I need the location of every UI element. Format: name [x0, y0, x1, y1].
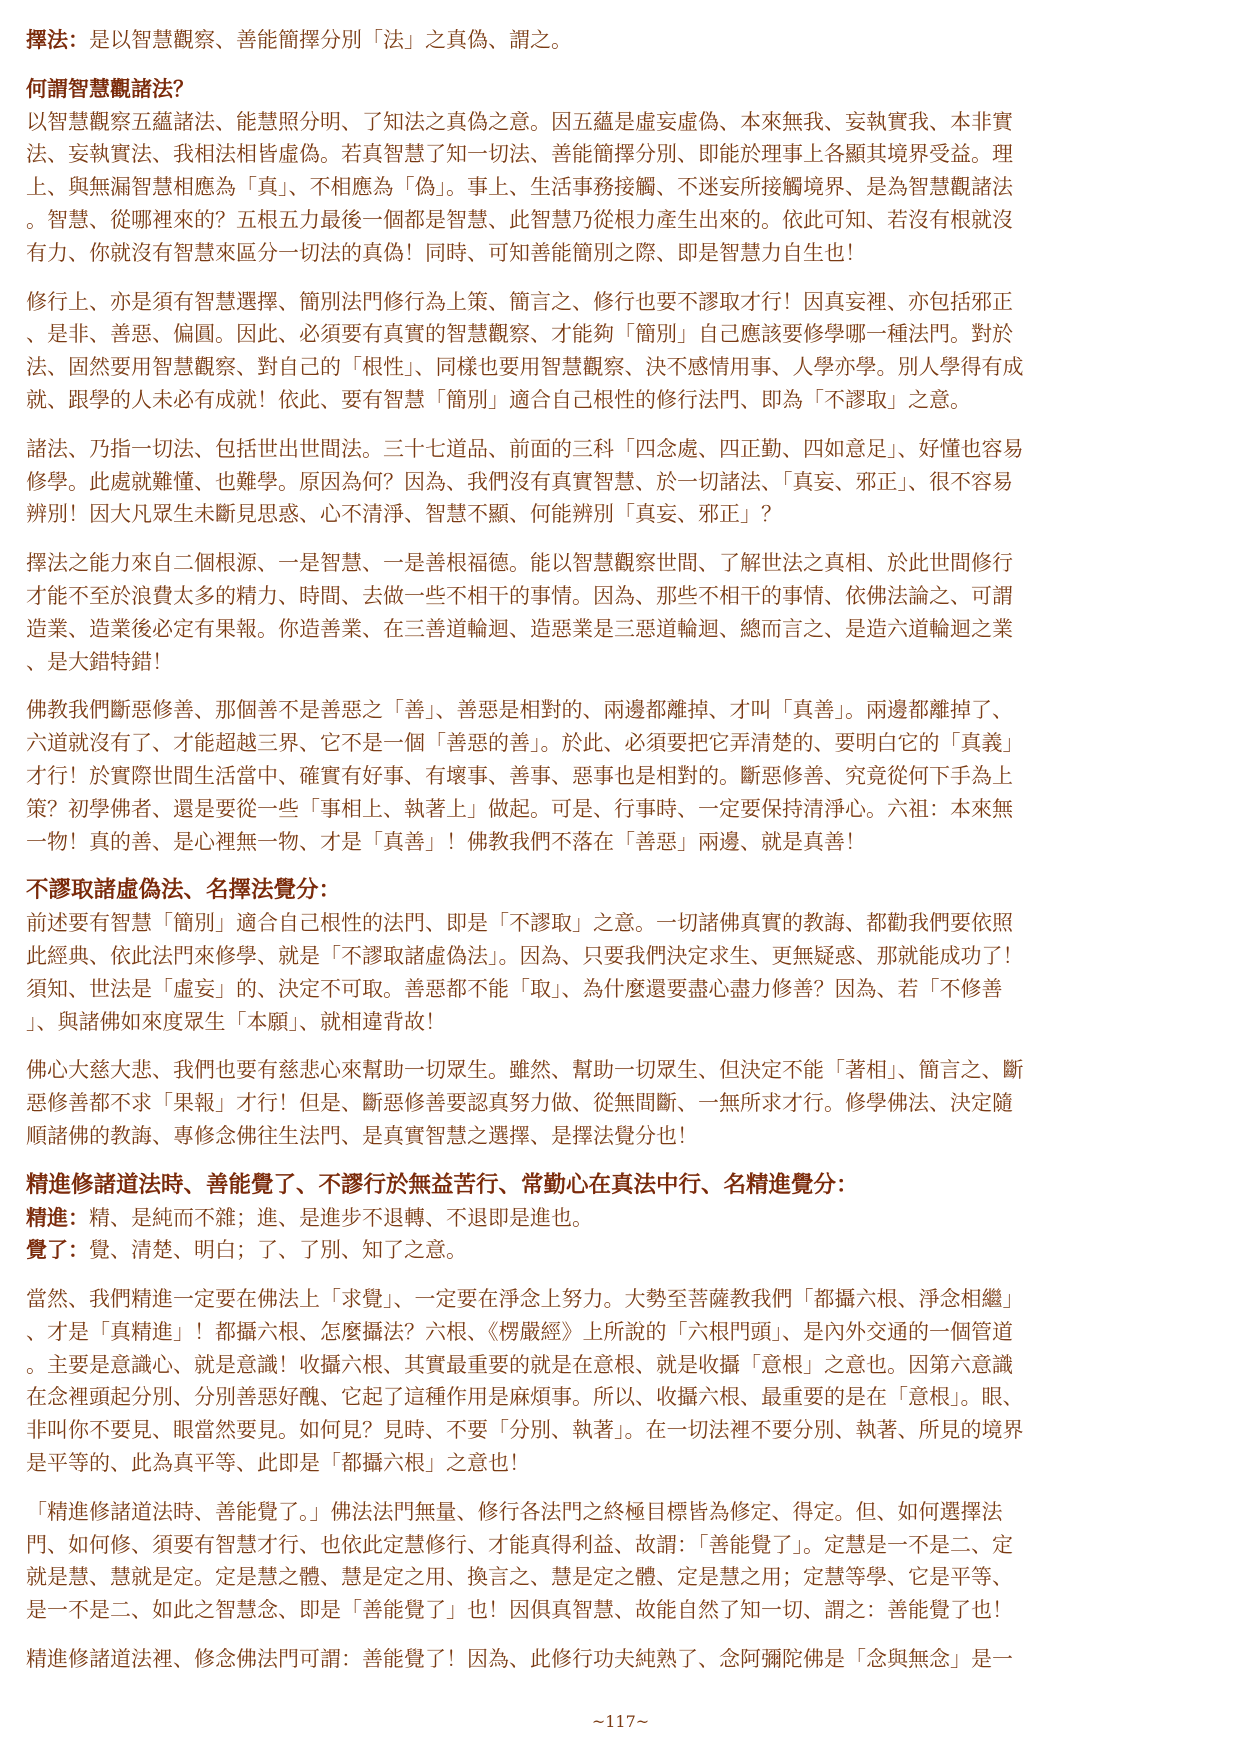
definition-term: 精進： — [26, 1204, 89, 1230]
text-line: 門、如何修、須要有智慧才行、也依此定慧修行、才能真得利益、故謂：「善能覺了」。定慧是一不是二、定 — [26, 1532, 1013, 1557]
text-line: 一物！真的善、是心裡無一物、才是「真善」！佛教我們不落在「善惡」兩邊、就是真善！ — [26, 829, 866, 854]
text-line: 就、跟學的人未必有成就！依此、要有智慧「簡別」適合自己根性的修行法門、即為「不謬取」之意。 — [26, 387, 971, 412]
text-line: 當然、我們精進一定要在佛法上「求覺」、一定要在淨念上努力。大勢至菩薩教我們「都攝六根、淨念相繼」 — [26, 1287, 1024, 1312]
paragraph — [26, 286, 1216, 417]
text-line: 」、與諸佛如來度眾生「本願」、就相違背故！ — [26, 1009, 446, 1034]
paragraph — [26, 547, 1216, 678]
text-line: 前述要有智慧「簡別」適合自己根性的法門、即是「不謬取」之意。一切諸佛真實的教誨、都勸我們要依照 — [26, 911, 1013, 936]
definition-line — [26, 1234, 1216, 1267]
definition-text: 覺、清楚、明白；了、了別、知了之意。 — [89, 1238, 467, 1263]
text-line: 「精進修諸道法時、善能覺了。」佛法法門無量、修行各法門之終極目標皆為修定、得定。但、如何選擇法 — [26, 1499, 1003, 1524]
text-line: 須知、世法是「虛妄」的、決定不可取。善惡都不能「取」、為什麼還要盡心盡力修善？因為、若「不修善 — [26, 976, 1003, 1001]
text-line: 六道就沒有了、才能超越三界、它不是一個「善惡的善」。於此、必須要把它弄清楚的、要明白它的「真義」 — [26, 731, 1024, 756]
text-line: 精進修諸道法裡、修念佛法門可謂：善能覺了！因為、此修行功夫純熟了、念阿彌陀佛是「念與無念」是一 — [26, 1647, 1013, 1672]
text-line: 順諸佛的教誨、專修念佛往生法門、是真實智慧之選擇、是擇法覺分也！ — [26, 1123, 698, 1148]
definition-line — [26, 24, 1216, 57]
text-line: 此經典、依此法門來修學、就是「不謬取諸虛偽法」。因為、只要我們決定求生、更無疑惑、那就能成功了！ — [26, 943, 1024, 968]
definition-line — [26, 1202, 1216, 1235]
definition-term: 覺了： — [26, 1237, 89, 1263]
text-line: 諸法、乃指一切法、包括世出世間法。三十七道品、前面的三科「四念處、四正勤、四如意足」、好懂也容易 — [26, 436, 1024, 461]
text-line: 在念裡頭起分別、分別善惡好醜、它起了這種作用是麻煩事。所以、收攝六根、最重要的是在「意根」。眼、 — [26, 1385, 1024, 1410]
text-line: 、是非、善惡、偏圓。因此、必須要有真實的智慧觀察、才能夠「簡別」自己應該要修學哪一種法門。對於 — [26, 322, 1013, 347]
section-heading: 何謂智慧觀諸法？ — [26, 75, 194, 101]
page-number: ~117~ — [591, 1712, 650, 1731]
definition-text: 是以智慧觀察、善能簡擇分別「法」之真偽、謂之。 — [89, 28, 572, 52]
text-line: 佛心大慈大悲、我們也要有慈悲心來幫助一切眾生。雖然、幫助一切眾生、但決定不能「著相」、簡言之、斷 — [26, 1058, 1024, 1083]
text-line: 才行！於實際世間生活當中、確實有好事、有壞事、善事、惡事也是相對的。斷惡修善、究竟從何下手為上 — [26, 763, 1013, 788]
text-line: 造業、造業後必定有果報。你造善業、在三善道輪迴、造惡業是三惡道輪迴、總而言之、是造六道輪迴之業 — [26, 616, 1013, 641]
text-line: 、是大錯特錯！ — [26, 649, 173, 674]
text-line: 有力、你就沒有智慧來區分一切法的真偽！同時、可知善能簡別之際、即是智慧力自生也！ — [26, 240, 866, 265]
text-line: 、才是「真精進」！都攝六根、怎麼攝法？六根、《楞嚴經》上所說的「六根門頭」、是內外交通的一個管道 — [26, 1319, 1013, 1344]
text-line: 就是慧、慧就是定。定是慧之體、慧是定之用、換言之、慧是定之體、定是慧之用；定慧等學、它是平等、 — [26, 1565, 1013, 1590]
text-line: 惡修善都不求「果報」才行！但是、斷惡修善要認真努力做、從無間斷、一無所求才行。修學佛法、決定隨 — [26, 1091, 1013, 1116]
text-line: 是一不是二、如此之智慧念、即是「善能覺了」也！因俱真智慧、故能自然了知一切、謂之：善能覺了也！ — [26, 1598, 1013, 1623]
paragraph — [26, 694, 1216, 858]
text-line: 佛教我們斷惡修善、那個善不是善惡之「善」、善惡是相對的、兩邊都離掉、才叫「真善」。兩邊都離掉了、 — [26, 698, 1013, 723]
definition-text: 精、是純而不雜；進、是進步不退轉、不退即是進也。 — [89, 1205, 593, 1230]
text-line: 法、妄執實法、我相法相皆虛偽。若真智慧了知一切法、善能簡擇分別、即能於理事上各顯其境界受益。理 — [26, 142, 1013, 167]
paragraph — [26, 1496, 1216, 1627]
paragraph — [26, 106, 1216, 270]
text-line: 上、與無漏智慧相應為「真」、不相應為「偽」。事上、生活事務接觸、不迷妄所接觸境界、是為智慧觀諸法 — [26, 175, 1013, 200]
text-line: 。智慧、從哪裡來的？五根五力最後一個都是智慧、此智慧乃從根力產生出來的。依此可知、若沒有根就沒 — [26, 207, 1013, 232]
paragraph — [26, 1054, 1216, 1152]
paragraph — [26, 433, 1216, 531]
paragraph — [26, 907, 1216, 1038]
section-heading: 精進修諸道法時、善能覺了、不謬行於無益苦行、常勤心在真法中行、名精進覺分： — [26, 1171, 859, 1198]
section-heading: 不謬取諸虛偽法、名擇法覺分： — [26, 877, 342, 904]
text-line: 修行上、亦是須有智慧選擇、簡別法門修行為上策、簡言之、修行也要不謬取才行！因真妄裡、亦包括邪正 — [26, 289, 1013, 314]
text-line: 法、固然要用智慧觀察、對自己的「根性」、同樣也要用智慧觀察、決不感情用事、人學亦學。別人學得有成 — [26, 355, 1024, 380]
text-line: 非叫你不要見、眼當然要見。如何見？見時、不要「分別、執著」。在一切法裡不要分別、執著、所見的境界 — [26, 1418, 1024, 1443]
text-line: 才能不至於浪費太多的精力、時間、去做一些不相干的事情。因為、那些不相干的事情、依佛法論之、可謂 — [26, 583, 1013, 608]
text-line: 是平等的、此為真平等、此即是「都攝六根」之意也！ — [26, 1451, 530, 1476]
paragraph — [26, 1283, 1216, 1480]
document-body — [26, 24, 1216, 1676]
paragraph — [26, 1643, 1216, 1676]
text-line: 擇法之能力來自二個根源、一是智慧、一是善根福德。能以智慧觀察世間、了解世法之真相、於此世間修行 — [26, 551, 1013, 576]
text-line: 辨別！因大凡眾生未斷見思惑、心不清淨、智慧不顯、何能辨別「真妄、邪正」？ — [26, 502, 782, 527]
text-line: 。主要是意識心、就是意識！收攝六根、其實最重要的就是在意根、就是收攝「意根」之意也。因第六意識 — [26, 1352, 1013, 1377]
text-line: 修學。此處就難懂、也難學。原因為何？因為、我們沒有真實智慧、於一切諸法、「真妄、邪正」、很不容易 — [26, 469, 1013, 494]
definition-term: 擇法： — [26, 27, 89, 52]
text-line: 策？初學佛者、還是要從一些「事相上、執著上」做起。可是、行事時、一定要保持清淨心。六祖：本來無 — [26, 796, 1013, 821]
text-line: 以智慧觀察五蘊諸法、能慧照分明、了知法之真偽之意。因五蘊是虛妄虛偽、本來無我、妄執實我、本非實 — [26, 109, 1013, 134]
